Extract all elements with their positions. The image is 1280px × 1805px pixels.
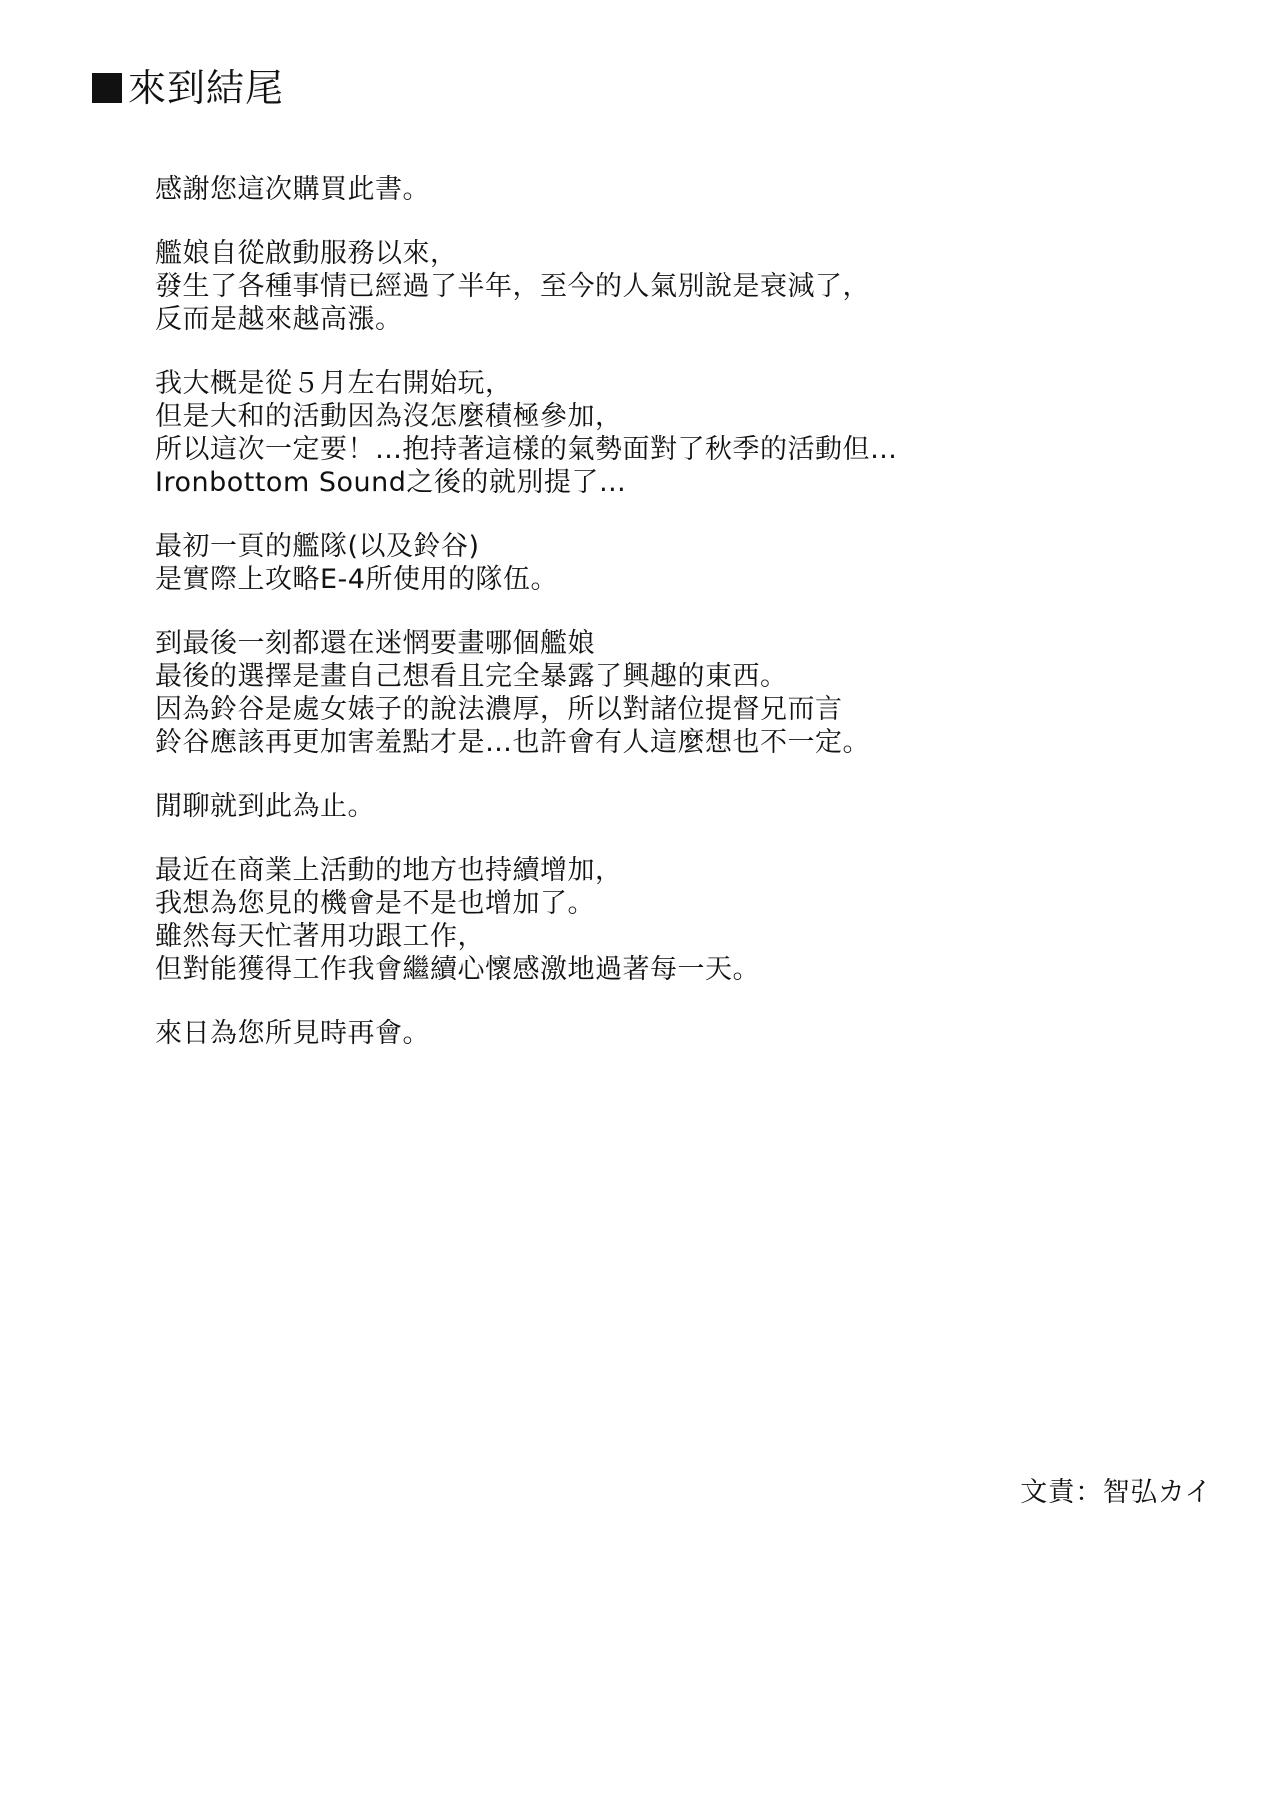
text-line: 鈴谷應該再更加害羞點才是…也許會有人這麼想也不一定。 bbox=[155, 727, 870, 758]
paragraph bbox=[155, 1017, 1215, 1050]
text-line: 閒聊就到此為止。 bbox=[155, 791, 375, 822]
text-line: 最初一頁的艦隊(以及鈴谷) bbox=[155, 531, 480, 562]
text-line: Ironbottom Sound之後的就別提了… bbox=[155, 467, 627, 498]
text-line: 因為鈴谷是處女婊子的說法濃厚，所以對諸位提督兄而言 bbox=[155, 694, 843, 725]
paragraph bbox=[155, 367, 1215, 499]
paragraph bbox=[155, 627, 1215, 759]
text-line: 我大概是從５月左右開始玩， bbox=[155, 368, 513, 399]
text-line: 我想為您見的機會是不是也增加了。 bbox=[155, 888, 595, 919]
text-line: 但是大和的活動因為沒怎麼積極參加， bbox=[155, 401, 623, 432]
black-square-icon bbox=[92, 73, 122, 103]
afterword-body bbox=[155, 173, 1215, 1081]
text-line: 來日為您所見時再會。 bbox=[155, 1018, 430, 1049]
paragraph bbox=[155, 173, 1215, 206]
text-line: 最後的選擇是畫自己想看且完全暴露了興趣的東西。 bbox=[155, 661, 788, 692]
text-line: 雖然每天忙著用功跟工作， bbox=[155, 921, 485, 952]
paragraph bbox=[155, 530, 1215, 596]
text-line: 到最後一刻都還在迷惘要畫哪個艦娘 bbox=[155, 628, 595, 659]
page-heading bbox=[92, 64, 284, 112]
text-line: 感謝您這次購買此書。 bbox=[155, 174, 430, 205]
paragraph bbox=[155, 790, 1215, 823]
author-credit: 文責：智弘カイ bbox=[1020, 1477, 1212, 1508]
paragraph bbox=[155, 237, 1215, 336]
text-line: 是實際上攻略E-4所使用的隊伍。 bbox=[155, 564, 558, 595]
text-line: 所以這次一定要！…抱持著這樣的氣勢面對了秋季的活動但… bbox=[155, 434, 898, 465]
text-line: 但對能獲得工作我會繼續心懷感激地過著每一天。 bbox=[155, 954, 760, 985]
text-line: 最近在商業上活動的地方也持續增加， bbox=[155, 855, 623, 886]
text-line: 反而是越來越高漲。 bbox=[155, 304, 403, 335]
paragraph bbox=[155, 854, 1215, 986]
text-line: 艦娘自從啟動服務以來， bbox=[155, 238, 458, 269]
page-title: 來到結尾 bbox=[128, 66, 285, 110]
text-line: 發生了各種事情已經過了半年，至今的人氣別說是衰減了， bbox=[155, 271, 870, 302]
